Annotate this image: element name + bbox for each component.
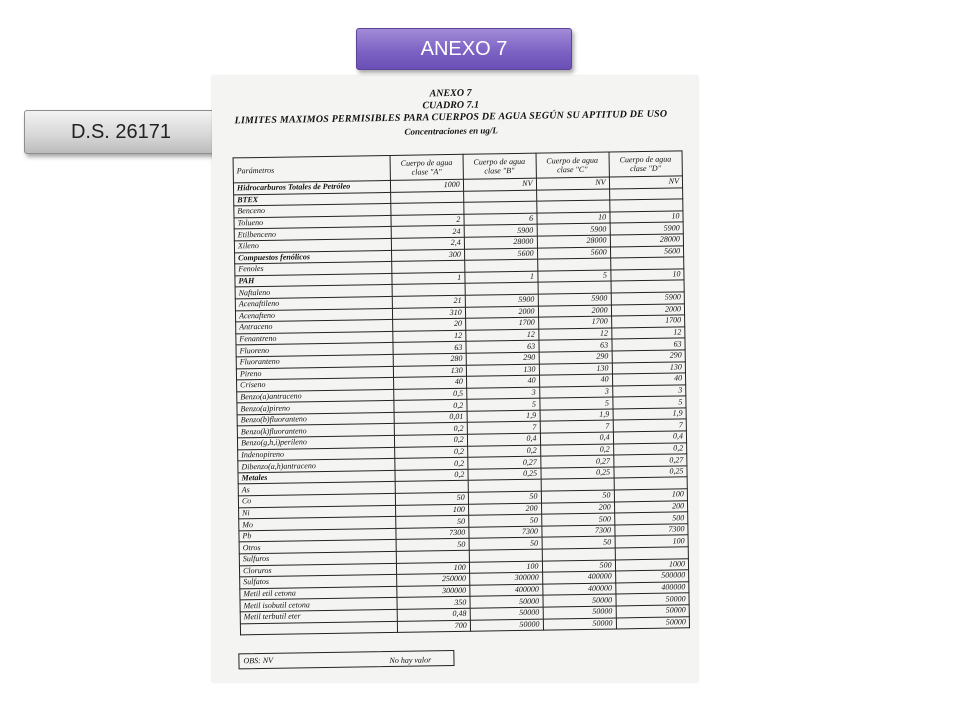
- value-cell-class-a: 24: [391, 226, 464, 239]
- value-cell-class-d: 50000: [616, 605, 690, 618]
- value-cell-class-a: 63: [393, 342, 466, 355]
- value-cell-class-a: 0,48: [397, 608, 470, 621]
- value-cell-class-d: 50000: [616, 593, 690, 606]
- value-cell-class-b: 40: [466, 375, 539, 388]
- value-cell-class-b: 5: [467, 398, 540, 411]
- value-cell-class-c: 500: [542, 560, 615, 573]
- value-cell-class-c: 3: [539, 386, 612, 399]
- slide-title-badge: [356, 28, 572, 70]
- value-cell-class-b: 300000: [469, 572, 542, 585]
- value-cell-class-b: 290: [466, 352, 539, 365]
- parameter-cell: Benzo(k)fluoranteno: [237, 424, 394, 438]
- value-cell-class-a: 0,2: [395, 446, 468, 459]
- value-cell-class-a: 0,2: [394, 423, 467, 436]
- value-cell-class-b: 200: [468, 503, 541, 516]
- value-cell-class-a: 40: [394, 376, 467, 389]
- value-cell-class-d: 0,4: [613, 431, 687, 444]
- value-cell-class-c: 50: [541, 490, 614, 503]
- value-cell-class-d: 500: [614, 512, 688, 525]
- value-cell-class-d: 100: [614, 489, 688, 502]
- parameter-cell: Otros: [239, 540, 396, 554]
- parameter-cell: Cloruros: [239, 563, 396, 577]
- parameter-cell: Sulfatos: [240, 575, 397, 589]
- value-cell-class-c: 12: [538, 328, 611, 341]
- value-cell-class-d: 10: [610, 211, 684, 224]
- value-cell-class-c: 130: [539, 362, 612, 375]
- value-cell-class-c: 5: [537, 270, 610, 283]
- value-cell-class-a: 350: [397, 597, 470, 610]
- value-cell-class-c: 400000: [542, 571, 615, 584]
- parameter-cell: Benzo(g,h,i)perileno: [237, 435, 394, 449]
- value-cell-class-c: 500: [541, 513, 614, 526]
- slide-subtitle: D.S. 26171: [70, 120, 172, 143]
- value-cell-class-a: 0,01: [394, 411, 467, 424]
- document-heading-title: LIMITES MAXIMOS PERMISIBLES PARA CUERPOS DE AGUA SEGÚN SU APTITUD DE USO: [234, 108, 668, 127]
- value-cell-class-d: 200: [614, 500, 688, 513]
- value-cell-class-d: 1,9: [613, 408, 687, 421]
- column-header: Cuerpo de agua clase "B": [463, 153, 536, 179]
- parameter-cell: Fluoreno: [236, 343, 393, 357]
- parameter-cell: Fluoranteno: [236, 354, 393, 368]
- value-cell-class-b: 7: [467, 422, 540, 435]
- parameter-cell: Pireno: [236, 366, 393, 380]
- value-cell-class-d: 5: [612, 396, 686, 409]
- value-cell-class-b: 50000: [470, 595, 543, 608]
- value-cell-class-a: 280: [393, 353, 466, 366]
- value-cell-class-a: 0,2: [394, 400, 467, 413]
- value-cell-class-c: 5900: [538, 293, 611, 306]
- parameter-cell: Benzo(a)antraceno: [237, 389, 394, 403]
- observation-box: [238, 650, 454, 669]
- value-cell-class-a: 300000: [397, 585, 470, 598]
- value-cell-class-c: 28000: [537, 235, 610, 248]
- value-cell-class-b: 12: [466, 329, 539, 342]
- parameter-cell: Antraceno: [236, 320, 393, 334]
- value-cell-class-b: 50: [469, 538, 542, 551]
- value-cell-class-c: 63: [538, 339, 611, 352]
- value-cell-class-a: 20: [393, 318, 466, 331]
- value-cell-class-c: 290: [539, 351, 612, 364]
- value-cell-class-d: 100: [615, 535, 689, 548]
- document-page: [212, 76, 698, 682]
- value-cell-class-b: 28000: [464, 236, 537, 249]
- parameter-cell: Indenopireno: [238, 447, 395, 461]
- parameter-cell: Metil terbutil eter: [240, 609, 397, 623]
- value-cell-class-b: NV: [463, 178, 536, 191]
- value-cell-class-a: 50: [396, 539, 469, 552]
- value-cell-class-d: 50000: [616, 616, 690, 629]
- value-cell-class-d: 28000: [610, 234, 684, 247]
- value-cell-class-d: 290: [612, 350, 686, 363]
- value-cell-class-c: 2000: [538, 305, 611, 318]
- value-cell-class-b: 50: [468, 491, 541, 504]
- column-header: Cuerpo de agua clase "C": [536, 152, 609, 178]
- value-cell-class-b: 100: [469, 561, 542, 574]
- value-cell-class-c: 1700: [538, 316, 611, 329]
- value-cell-class-b: 6: [464, 213, 537, 226]
- parameter-cell: [240, 621, 397, 635]
- value-cell-class-b: 1,9: [467, 410, 540, 423]
- value-cell-class-c: 50: [542, 536, 615, 549]
- value-cell-class-a: 21: [392, 295, 465, 308]
- value-cell-class-c: 7: [540, 420, 613, 433]
- value-cell-class-b: 1700: [465, 317, 538, 330]
- value-cell-class-b: 7300: [469, 526, 542, 539]
- parameter-cell: Benceno: [234, 204, 391, 218]
- value-cell-class-d: 0,2: [613, 442, 687, 455]
- value-cell-class-b: 63: [466, 340, 539, 353]
- value-cell-class-a: 50: [395, 492, 468, 505]
- table-body: [233, 176, 689, 635]
- value-cell-class-c: 5600: [537, 247, 610, 260]
- scanned-document: [212, 76, 698, 682]
- value-cell-class-b: 400000: [470, 584, 543, 597]
- value-cell-class-c: 1,9: [540, 409, 613, 422]
- parameter-cell: PAH: [235, 273, 392, 287]
- value-cell-class-d: 1700: [611, 315, 685, 328]
- parameter-cell: BTEX: [234, 192, 391, 206]
- parameter-cell: Hidrocarburos Totales de Petróleo: [233, 180, 390, 194]
- column-header: Cuerpo de agua clase "D": [609, 151, 683, 177]
- observation-label: OBS: NV: [243, 655, 274, 666]
- value-cell-class-c: 7300: [541, 525, 614, 538]
- value-cell-class-d: 0,25: [614, 466, 688, 479]
- value-cell-class-c: 40: [539, 374, 612, 387]
- document-heading-table: CUADRO 7.1: [422, 99, 480, 112]
- value-cell-class-a: 0,2: [395, 458, 468, 471]
- document-heading-units: Concentraciones en ug/L: [404, 125, 498, 137]
- value-cell-class-a: 2,4: [391, 237, 464, 250]
- parameter-cell: Benzo(b)fluoranteno: [237, 412, 394, 426]
- value-cell-class-b: 0,27: [468, 456, 541, 469]
- parameter-cell: As: [238, 482, 395, 496]
- parameter-cell: Acenafteno: [235, 308, 392, 322]
- observation-value: No hay valor: [389, 655, 432, 666]
- value-cell-class-d: 63: [612, 338, 686, 351]
- value-cell-class-b: 5600: [464, 248, 537, 261]
- value-cell-class-a: 2: [391, 214, 464, 227]
- value-cell-class-b: 130: [466, 364, 539, 377]
- value-cell-class-a: 310: [392, 307, 465, 320]
- value-cell-class-c: 400000: [542, 583, 615, 596]
- value-cell-class-c: 5900: [537, 223, 610, 236]
- value-cell-class-b: 5900: [464, 225, 537, 238]
- column-header: Parámetros: [233, 155, 390, 182]
- value-cell-class-c: NV: [536, 177, 609, 190]
- value-cell-class-d: 400000: [615, 582, 689, 595]
- value-cell-class-a: 300: [392, 249, 465, 262]
- value-cell-class-c: 50000: [543, 606, 616, 619]
- value-cell-class-b: 5900: [465, 294, 538, 307]
- value-cell-class-d: 0,27: [613, 454, 687, 467]
- value-cell-class-a: 700: [397, 620, 470, 633]
- value-cell-class-d: 2000: [611, 303, 685, 316]
- value-cell-class-c: 0,2: [540, 444, 613, 457]
- parameter-cell: Tolueno: [234, 215, 391, 229]
- parameter-cell: Metil etil cetona: [240, 586, 397, 600]
- parameter-cell: Fenoles: [235, 262, 392, 276]
- value-cell-class-b: 0,2: [467, 445, 540, 458]
- value-cell-class-b: 3: [466, 387, 539, 400]
- value-cell-class-c: 0,27: [540, 455, 613, 468]
- value-cell-class-d: 5900: [611, 292, 685, 305]
- value-cell-class-d: 10: [610, 269, 684, 282]
- value-cell-class-a: 7300: [396, 527, 469, 540]
- parameter-cell: Co: [238, 493, 395, 507]
- parameter-cell: Xileno: [234, 238, 391, 252]
- value-cell-class-d: 130: [612, 361, 686, 374]
- value-cell-class-a: 12: [393, 330, 466, 343]
- value-cell-class-a: 0,5: [394, 388, 467, 401]
- value-cell-class-d: 5900: [610, 222, 684, 235]
- value-cell-class-c: 5: [539, 397, 612, 410]
- parameter-cell: Sulfuros: [239, 551, 396, 565]
- value-cell-class-b: 50000: [470, 607, 543, 620]
- value-cell-class-c: 0,25: [540, 467, 613, 480]
- parameter-cell: Metil isobutil cetona: [240, 598, 397, 612]
- value-cell-class-d: 1000: [615, 558, 689, 571]
- value-cell-class-d: 500000: [615, 570, 689, 583]
- value-cell-class-b: 0,25: [468, 468, 541, 481]
- parameter-cell: Fenantreno: [236, 331, 393, 345]
- parameter-cell: Ni: [239, 505, 396, 519]
- value-cell-class-d: 7300: [614, 524, 688, 537]
- parameter-cell: Acenaftileno: [235, 296, 392, 310]
- parameter-cell: Metales: [238, 470, 395, 484]
- value-cell-class-a: 100: [396, 504, 469, 517]
- parameter-cell: Etilbenceno: [234, 227, 391, 241]
- value-cell-class-a: 0,2: [394, 434, 467, 447]
- value-cell-class-a: 50: [396, 515, 469, 528]
- limits-table: [233, 150, 690, 635]
- value-cell-class-a: 130: [393, 365, 466, 378]
- value-cell-class-a: 100: [396, 562, 469, 575]
- value-cell-class-b: 2000: [465, 306, 538, 319]
- value-cell-class-b: 50: [468, 514, 541, 527]
- value-cell-class-c: 0,4: [540, 432, 613, 445]
- parameter-cell: Benzo(a)pireno: [237, 401, 394, 415]
- value-cell-class-d: 7: [613, 419, 687, 432]
- value-cell-class-c: 200: [541, 502, 614, 515]
- value-cell-class-b: 1: [465, 271, 538, 284]
- slide-title: ANEXO 7: [420, 37, 508, 60]
- slide-subtitle-badge: [24, 110, 218, 154]
- value-cell-class-b: 50000: [470, 619, 543, 632]
- parameter-cell: Compuestos fenólicos: [235, 250, 392, 264]
- value-cell-class-d: 40: [612, 373, 686, 386]
- parameter-cell: Mo: [239, 517, 396, 531]
- value-cell-class-d: 5600: [610, 245, 684, 258]
- value-cell-class-a: 0,2: [395, 469, 468, 482]
- value-cell-class-a: 1000: [390, 179, 463, 192]
- value-cell-class-d: 12: [611, 327, 685, 340]
- parameter-cell: Naftaleno: [235, 285, 392, 299]
- document-heading-annex: ANEXO 7: [429, 87, 472, 100]
- parameter-cell: Dibenzo(a,h)antraceno: [238, 459, 395, 473]
- value-cell-class-c: 50000: [542, 594, 615, 607]
- parameter-cell: Criseno: [237, 378, 394, 392]
- value-cell-class-b: 0,4: [467, 433, 540, 446]
- value-cell-class-a: 250000: [397, 573, 470, 586]
- value-cell-class-c: 50000: [543, 618, 616, 631]
- value-cell-class-c: 10: [536, 212, 609, 225]
- value-cell-class-d: 3: [612, 385, 686, 398]
- value-cell-class-a: 1: [392, 272, 465, 285]
- parameter-cell: Pb: [239, 528, 396, 542]
- value-cell-class-d: NV: [609, 176, 683, 189]
- column-header: Cuerpo de agua clase "A": [390, 154, 463, 180]
